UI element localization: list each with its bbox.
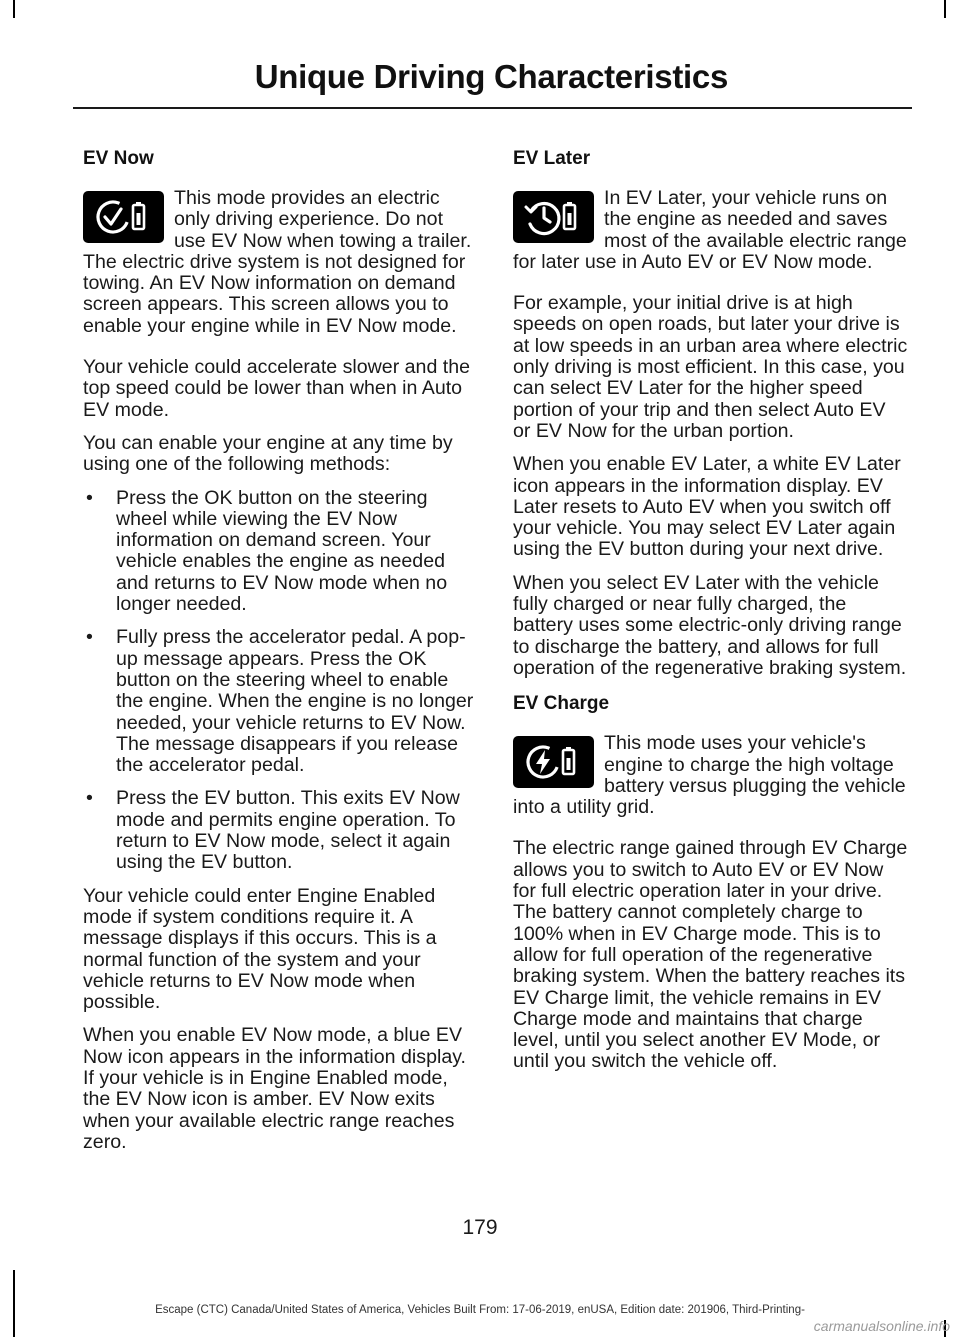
list-item-text: Press the OK button on the steering wheel while viewing the EV Now information on demand screen. Your vehicle enables the engine as needed and returns to EV Now mode when no longer needed.: [116, 486, 448, 616]
ev-now-paragraph-1: Your vehicle could accelerate slower and the top speed could be lower than when in Auto EV mode.: [83, 356, 471, 421]
watermark: carmanualsonline.info: [813, 1318, 950, 1334]
ev-charge-paragraph-1: The electric range gained through EV Charge allows you to switch to Auto EV or EV Now for full electric operation later in your drive. The battery cannot completely charge to 100% when in EV Charge mode. This is to allow for full operation of the regenerative braking system. When the battery reaches its EV Charge limit, the vehicle remains in EV Charge mode and maintains that charge level, until you select another EV Mode, or until you switch the vehicle off.: [513, 837, 908, 1073]
list-item-text: Fully press the accelerator pedal. A pop-up message appears. Press the OK button on the steering wheel to enable the engine. When the engine is no longer needed, your vehicle returns to EV Now. The message disappears if you release the accelerator pedal.: [116, 626, 474, 777]
ev-later-paragraph-1: For example, your initial drive is at high speeds on open roads, but later your drive is at low speeds in an urban area where electric only driving is most efficient. In this case, you can select EV Later for the higher speed portion of your trip and then select Auto EV or EV Now for the urban portion.: [513, 292, 908, 442]
ev-later-clock-battery-icon: [513, 191, 594, 243]
ev-later-heading: EV Later: [513, 148, 591, 169]
ev-now-heading: EV Now: [83, 148, 154, 169]
edition-footer: Escape (CTC) Canada/United States of America, Vehicles Built From: 17-06-2019, enUSA, Edition date: 201906, Third-Printing-: [155, 1304, 805, 1316]
ev-charge-bolt-battery-icon: [513, 736, 594, 788]
page-number: 179: [462, 1216, 498, 1239]
page-title: Unique Driving Characteristics: [254, 58, 728, 95]
ev-later-paragraph-3: When you select EV Later with the vehicle fully charged or near fully charged, the battery uses some electric-only driving range to discharge the battery, and allows for full operation of the regenerative braking system.: [513, 571, 907, 679]
ev-now-paragraph-3: Your vehicle could enter Engine Enabled mode if system conditions require it. A message displays if this occurs. This is a normal function of the system and your vehicle returns to EV Now mode when possible.: [83, 884, 437, 1014]
bullet: •: [86, 486, 93, 509]
ev-charge-intro: [513, 733, 908, 818]
bullet: •: [86, 626, 93, 649]
ev-now-paragraph-2: You can enable your engine at any time by using one of the following methods:: [83, 431, 453, 476]
ev-charge-heading: EV Charge: [513, 693, 610, 715]
ev-now-paragraph-4: When you enable EV Now mode, a blue EV Now icon appears in the information display. If your vehicle is in Engine Enabled mode, the EV Now icon is amber. EV Now exits when your available electric range reaches zero.: [83, 1024, 467, 1153]
list-item: [83, 788, 476, 873]
list-item-text: Press the EV button. This exits EV Now mode and permits engine operation. To return to EV Now mode, select it again using the EV button.: [116, 787, 460, 874]
ev-later-paragraph-2: When you enable EV Later, a white EV Later icon appears in the information display. EV Later resets to Auto EV when you switch off your vehicle. You may select EV Later again using the EV button during your next drive.: [513, 453, 901, 561]
crop-mark-top-left: [13, 0, 15, 18]
bullet: •: [86, 787, 93, 810]
ev-later-intro: [513, 188, 908, 273]
left-column: [83, 140, 476, 1165]
right-column: [513, 140, 908, 1085]
list-item: [83, 488, 476, 616]
list-item: [83, 627, 476, 776]
header-divider: [73, 107, 912, 109]
ev-now-check-battery-icon: [83, 191, 164, 243]
ev-now-method-list: [83, 488, 476, 874]
ev-now-intro: [83, 188, 476, 337]
ev-later-intro-text: In EV Later, your vehicle runs on the engine as needed and saves most of the available electric range for later use in Auto EV or EV Now mode.: [513, 188, 907, 273]
crop-mark-top-right: [944, 0, 946, 18]
ev-charge-intro-text: This mode uses your vehicle's engine to charge the high voltage battery versus plugging the vehicle into a utility grid.: [513, 733, 906, 819]
ev-now-intro-text: This mode provides an electric only driving experience. Do not use EV Now when towing a trailer. The electric drive system is not designed for towing. An EV Now information on demand screen appears. This screen allows you to enable your engine while in EV Now mode.: [83, 188, 472, 337]
